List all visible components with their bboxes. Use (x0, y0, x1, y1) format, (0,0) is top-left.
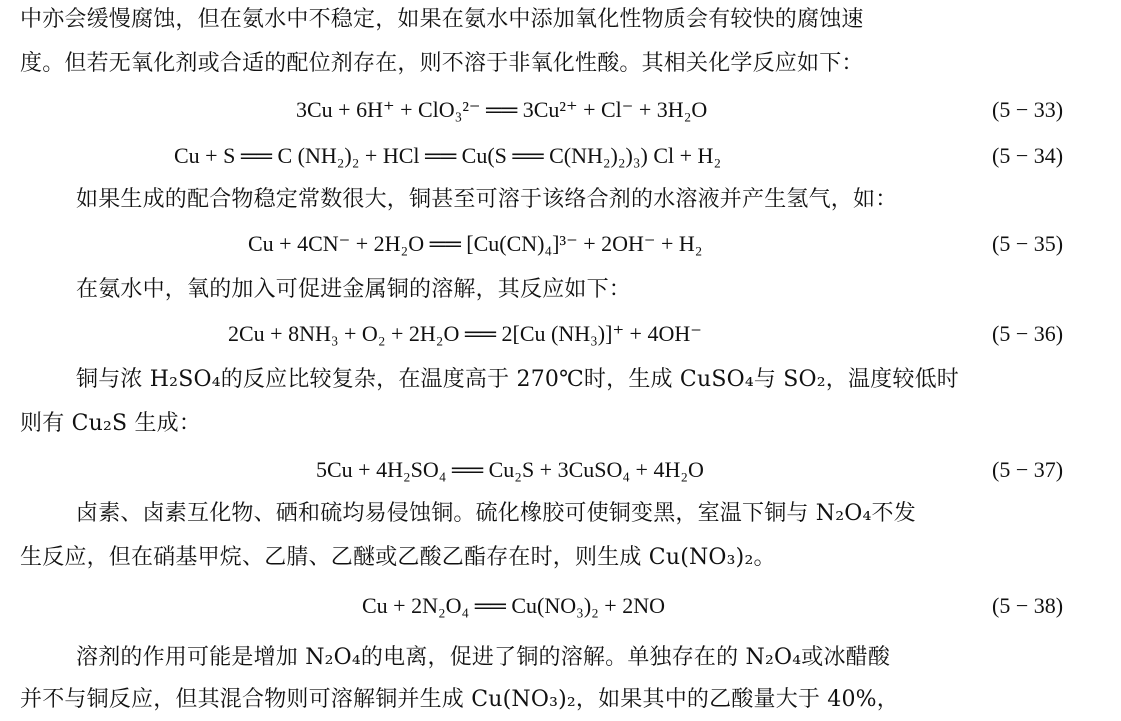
text-line: 中亦会缓慢腐蚀，但在氨水中不稳定，如果在氨水中添加氧化性物质会有较快的腐蚀速 (20, 7, 864, 32)
text-line: 溶剂的作用可能是增加 N₂O₄的电离，促进了铜的溶解。单独存在的 N₂O₄或冰醋酸 (76, 645, 891, 670)
equation-5-34: Cu + S ══ C (NH₂)₂ + HCl ══ Cu(S ══ C(NH₂)₂)₃) Cl + H₂ (174, 143, 722, 168)
text-line: 则有 Cu₂S 生成： (20, 411, 202, 436)
equation-5-38: Cu + 2N₂O₄ ══ Cu(NO₃)₂ + 2NO (362, 593, 665, 618)
text-line: 并不与铜反应，但其混合物则可溶解铜并生成 Cu(NO₃)₂，如果其中的乙酸量大于 40%， (20, 687, 899, 712)
equation-5-35: Cu + 4CN⁻ + 2H₂O ══ [Cu(CN)₄]³⁻ + 2OH⁻ + H₂ (248, 231, 703, 256)
text-line: 在氨水中，氧的加入可促进金属铜的溶解，其反应如下： (76, 277, 632, 302)
text-line: 卤素、卤素互化物、硒和硫均易侵蚀铜。硫化橡胶可使铜变黑，室温下铜与 N₂O₄不发 (76, 501, 916, 526)
equation-number: (5 − 37) (992, 457, 1064, 482)
equation-number: (5 − 38) (992, 593, 1064, 618)
equation-5-37: 5Cu + 4H₂SO₄ ══ Cu₂S + 3CuSO₄ + 4H₂O (316, 457, 704, 482)
equation-number: (5 − 33) (992, 97, 1064, 122)
equation-number: (5 − 34) (992, 143, 1064, 168)
equation-number: (5 − 36) (992, 321, 1064, 346)
text-line: 生反应，但在硝基甲烷、乙腈、乙醚或乙酸乙酯存在时，则生成 Cu(NO₃)₂。 (20, 545, 776, 570)
equation-number: (5 − 35) (992, 231, 1064, 256)
text-line: 铜与浓 H₂SO₄的反应比较复杂，在温度高于 270℃时，生成 CuSO₄与 SO₂，温度较低时 (76, 367, 959, 392)
equation-5-36: 2Cu + 8NH₃ + O₂ + 2H₂O ══ 2[Cu (NH₃)]⁺ + 4OH⁻ (228, 321, 702, 346)
equation-5-33: 3Cu + 6H⁺ + ClO₃²⁻ ══ 3Cu²⁺ + Cl⁻ + 3H₂O (296, 97, 708, 122)
text-line: 度。但若无氧化剂或合适的配位剂存在，则不溶于非氧化性酸。其相关化学反应如下： (20, 51, 864, 76)
text-line: 如果生成的配合物稳定常数很大，铜甚至可溶于该络合剂的水溶液并产生氢气，如： (76, 187, 898, 212)
